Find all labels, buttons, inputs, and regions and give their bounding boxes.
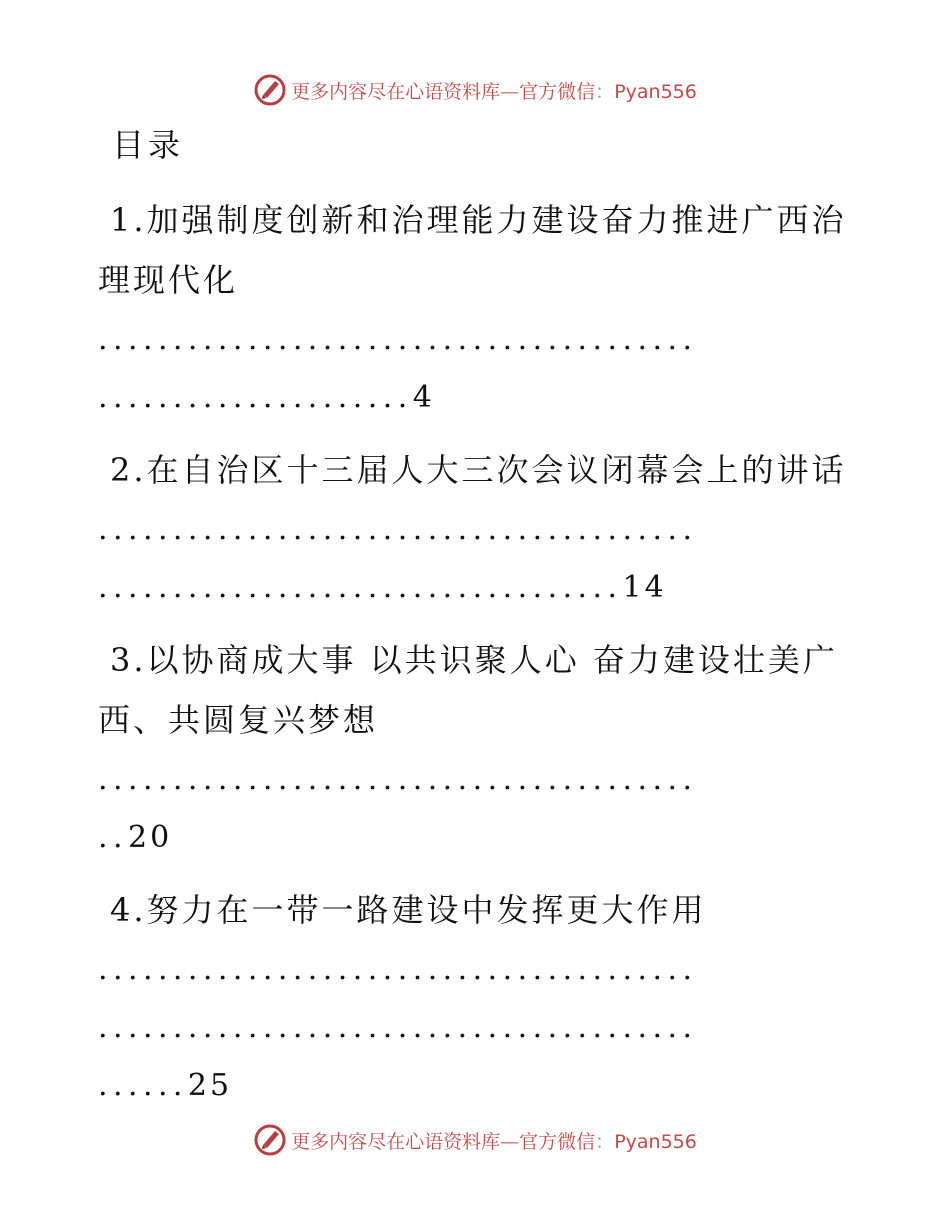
- watermark-colon: ：: [595, 80, 615, 103]
- toc-entry-2-page-number[interactable]: 14: [622, 570, 667, 605]
- toc-entry-2-leader: ........................................: [98, 512, 698, 547]
- toc-entry-2-title[interactable]: 2.在自治区十三届人大三次会议闭幕会上的讲话: [110, 451, 847, 489]
- toc-entry-2-leader-dots: ...................................: [98, 570, 623, 605]
- watermark-account: Pyan556: [614, 1130, 697, 1153]
- footer-watermark: [0, 1120, 950, 1160]
- toc-entry-1-leader-dots: .....................: [98, 380, 413, 415]
- toc-entry-1-page-number[interactable]: 4: [412, 380, 435, 415]
- toc-entry-4-page-number[interactable]: 25: [187, 1068, 233, 1103]
- watermark-colon: ：: [595, 1130, 615, 1153]
- toc-entry-4-title[interactable]: 4.努力在一带一路建设中发挥更大作用: [110, 891, 707, 929]
- toc-entry-3-title[interactable]: 3.以协商成大事 以共识聚人心 奋力建设壮美广: [110, 641, 838, 679]
- toc-entry-4-leader: ........................................: [98, 952, 698, 987]
- toc-entry-4-leader-2: ........................................: [98, 1010, 698, 1045]
- brand-logo-icon: [253, 1123, 287, 1157]
- toc-entry-4-leader-end: [98, 1066, 858, 1106]
- watermark-text: [291, 1127, 697, 1154]
- watermark-text: [291, 77, 697, 104]
- brand-logo-icon: [253, 73, 287, 107]
- watermark-separator: —: [500, 80, 520, 103]
- watermark-account: Pyan556: [614, 80, 697, 103]
- watermark-label: 官方微信: [519, 80, 596, 103]
- toc-entry-3-leader-dots: ..: [98, 820, 128, 855]
- toc-entry-1-leader-end: [98, 378, 858, 418]
- toc-entry-1-title[interactable]: 1.加强制度创新和治理能力建设奋力推进广西治: [110, 201, 847, 239]
- toc-entry-4-leader-dots: ......: [98, 1068, 188, 1103]
- toc-entry-1-title-cont[interactable]: 理现代化: [98, 261, 239, 299]
- watermark-brand: 更多内容尽在心语资料库: [291, 80, 501, 103]
- toc-entry-1-leader: ........................................: [98, 322, 698, 357]
- toc-heading: 目录: [112, 126, 185, 164]
- watermark-separator: —: [500, 1130, 520, 1153]
- toc-entry-3-title-cont[interactable]: 西、共圆复兴梦想: [98, 701, 379, 739]
- toc-entry-2-leader-end: [98, 568, 858, 608]
- toc-entry-3-leader-end: [98, 818, 858, 858]
- header-watermark: [0, 70, 950, 110]
- toc-entry-3-leader: ........................................: [98, 762, 698, 797]
- watermark-brand: 更多内容尽在心语资料库: [291, 1130, 501, 1153]
- toc-entry-3-page-number[interactable]: 20: [127, 820, 173, 855]
- watermark-label: 官方微信: [519, 1130, 596, 1153]
